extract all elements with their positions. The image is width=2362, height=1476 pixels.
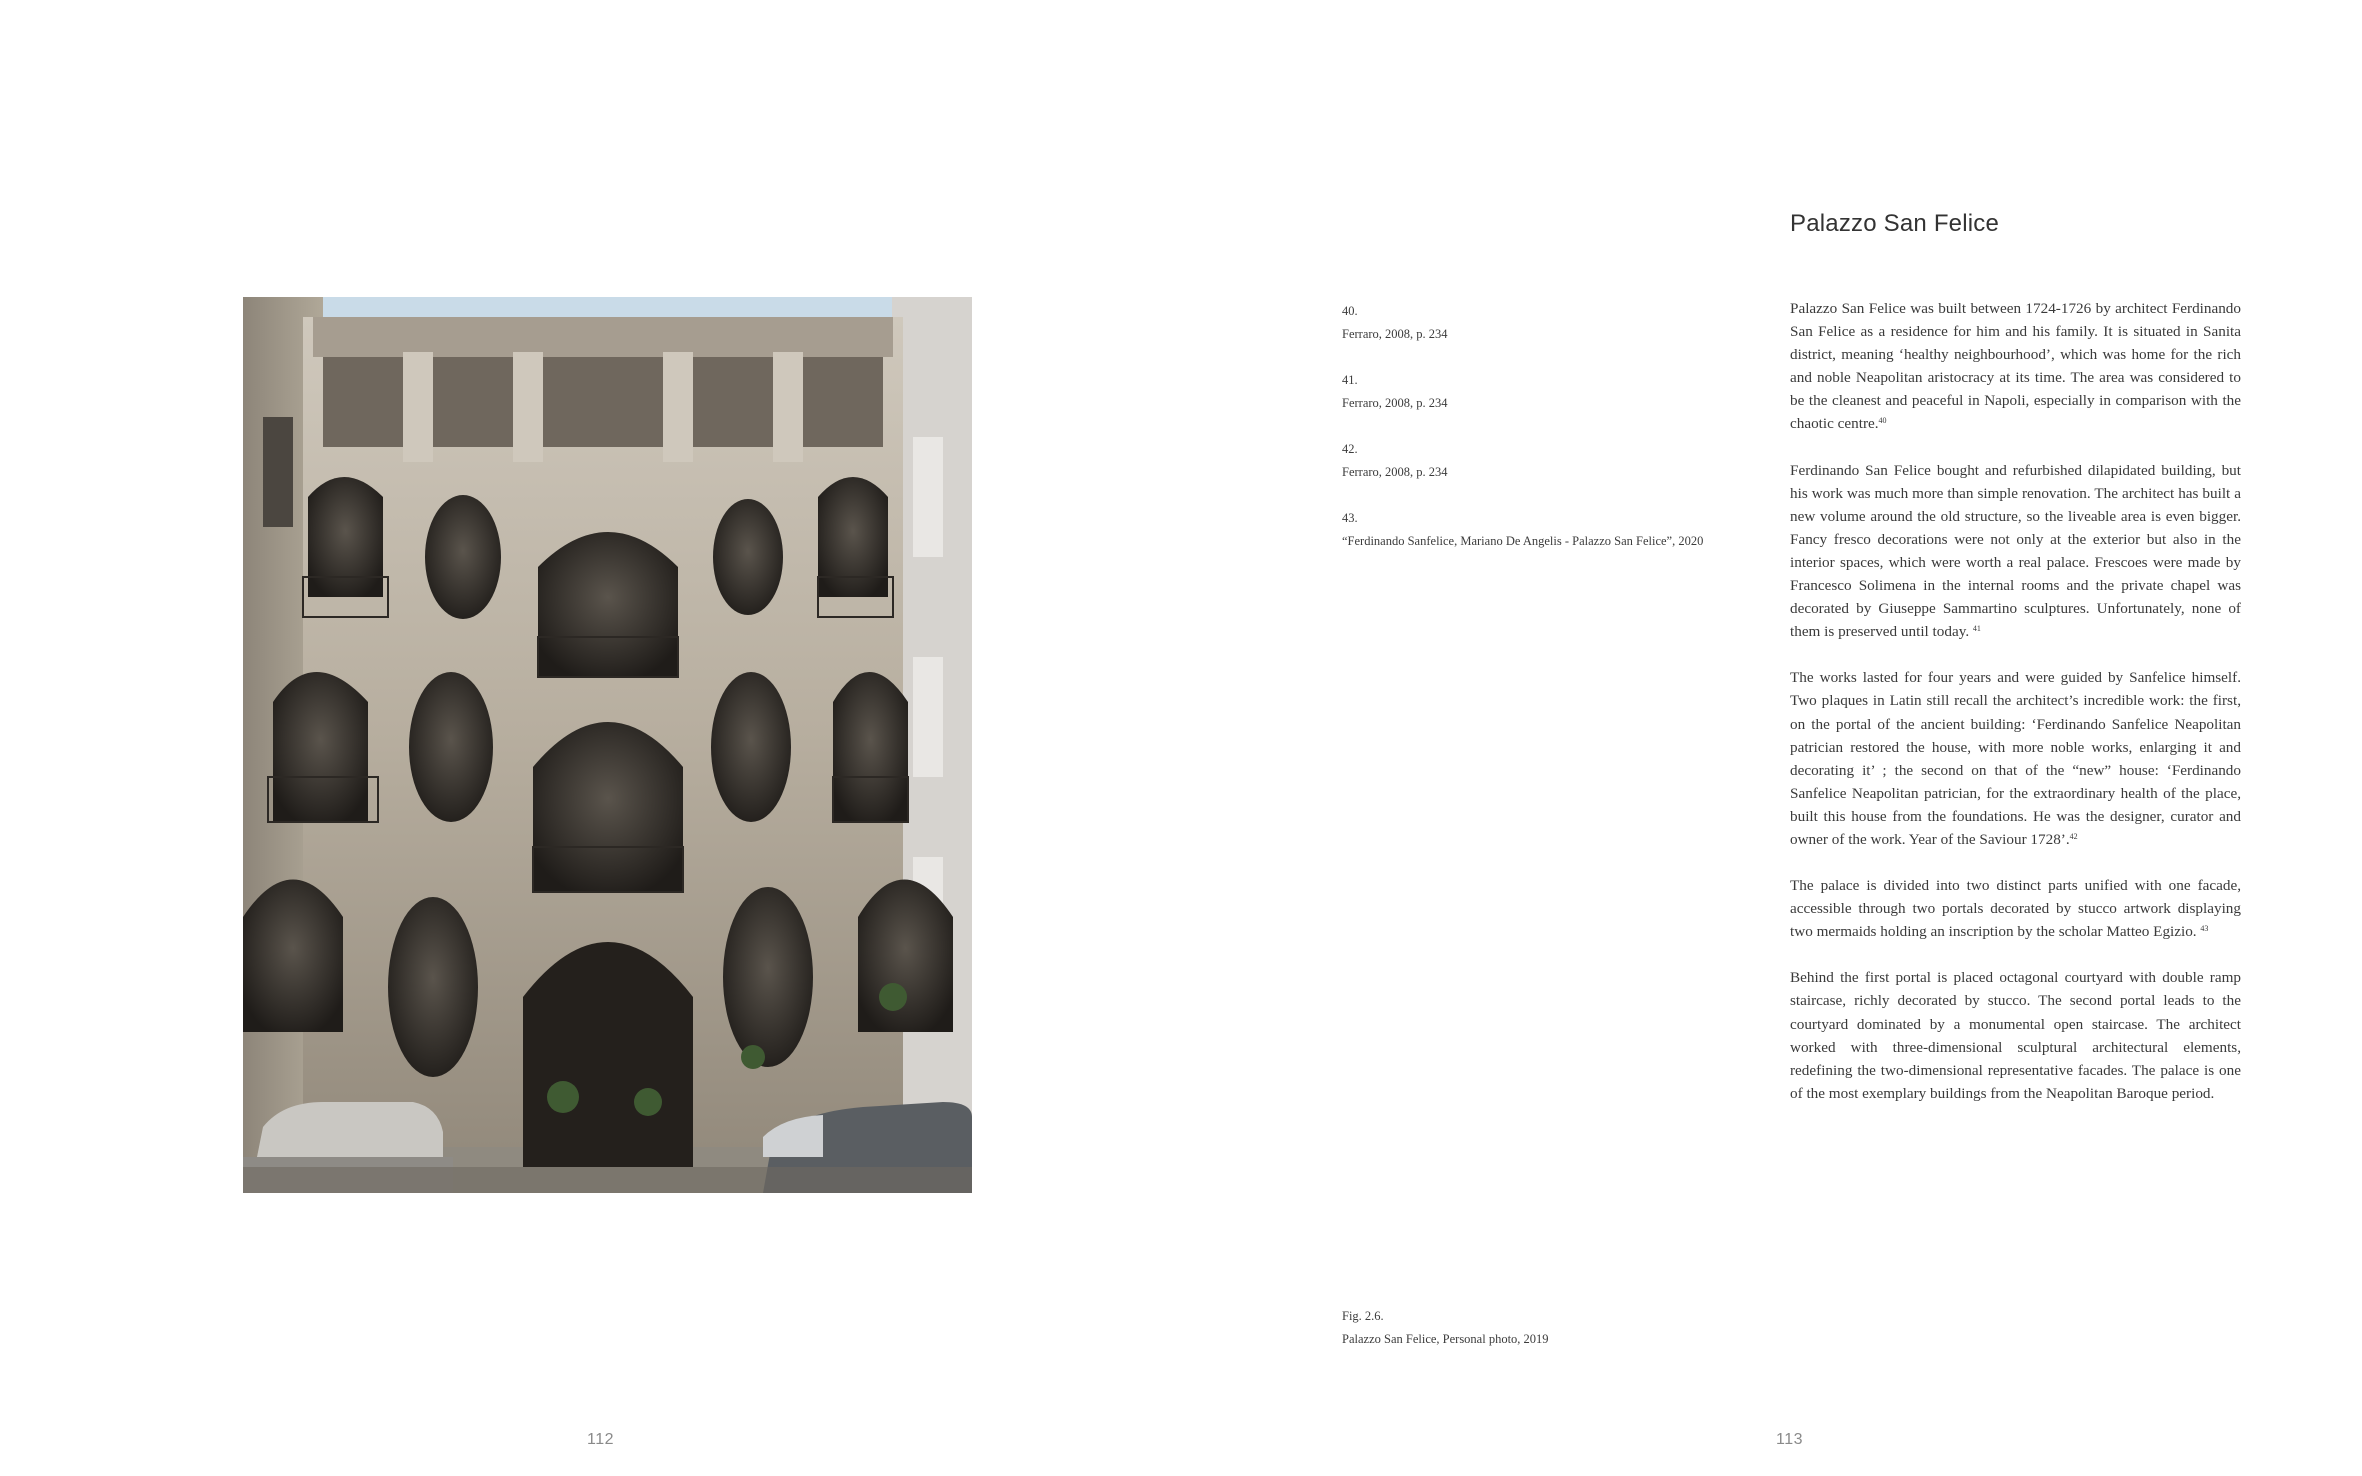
paragraph-text: The works lasted for four years and were guided by Sanfelice himself. Two plaques in Latin still recall the architect’s incredible work: the first, on the portal of the ancient building: ‘Ferdinando Sanfelice Neapolitan patrician restored the house, with more noble works, enlarging it and decorating it’ ; the second on that of the “new” house: ‘Ferdinando Sanfelice Neapolitan patrician, for the extraordinary health of the place, built this house from the foundations. He was the designer, curator and owner of the work. Year of the Saviour 1728’. xyxy=(1790,669,2241,848)
footnote-43 xyxy=(1342,507,1832,553)
footnote-number: 42. xyxy=(1342,442,1358,456)
paragraph xyxy=(1790,459,2241,644)
footnotes xyxy=(1342,300,1832,576)
right-page xyxy=(1181,0,2362,1476)
footnote-41 xyxy=(1342,369,1832,415)
footnote-ref: 43 xyxy=(2200,924,2209,934)
footnote-number: 41. xyxy=(1342,373,1358,387)
paragraph xyxy=(1790,874,2241,943)
figure-caption-text: Palazzo San Felice, Personal photo, 2019 xyxy=(1342,1332,1549,1346)
footnote-ref: 41 xyxy=(1972,624,1981,634)
paragraph-text: Behind the first portal is placed octagonal courtyard with double ramp staircase, richly decorated by stucco. The second portal leads to the courtyard dominated by a monumental open staircase. The architect worked with three-dimensional sculptural architectural elements, redefining the two-dimensional representative facades. The palace is one of the most exemplary buildings from the Neapolitan Baroque period. xyxy=(1790,969,2241,1102)
footnote-number: 40. xyxy=(1342,304,1358,318)
paragraph-text: Palazzo San Felice was built between 1724-1726 by architect Ferdinando San Felice as a residence for him and his family. It is situated in Sanita district, meaning ‘healthy neighbourhood’, which was home for the rich and noble Neapolitan aristocracy at its time. The area was considered to be the cleanest and peaceful in Napoli, especially in comparison with the chaotic centre. xyxy=(1790,300,2241,433)
paragraph xyxy=(1790,297,2241,436)
paragraph xyxy=(1790,666,2241,851)
figure-caption xyxy=(1342,1305,1549,1351)
paragraph-text: Ferdinando San Felice bought and refurbished dilapidated building, but his work was much more than simple renovation. The architect has built a new volume around the old structure, so the liveable area is even bigger. Fancy fresco decorations were not only at the exterior but also in the interior spaces, which were worth a real palace. Frescoes were made by Francesco Solimena in the internal rooms and the private chapel was decorated by Giuseppe Sammartino sculptures. Unfortunately, none of them is preserved until today. xyxy=(1790,461,2241,641)
footnote-text: Ferraro, 2008, p. 234 xyxy=(1342,465,1448,479)
footnote-42 xyxy=(1342,438,1832,484)
page-number-right: 113 xyxy=(1776,1431,1804,1448)
footnote-ref: 40 xyxy=(1878,416,1887,426)
figure-label: Fig. 2.6. xyxy=(1342,1309,1384,1323)
footnote-ref: 42 xyxy=(2069,831,2078,841)
footnote-text: Ferraro, 2008, p. 234 xyxy=(1342,327,1448,341)
footnote-text: “Ferdinando Sanfelice, Mariano De Angelis - Palazzo San Felice”, 2020 xyxy=(1342,534,1704,548)
body-text xyxy=(1790,297,2241,1128)
footnote-number: 43. xyxy=(1342,511,1358,525)
photo-illustration xyxy=(243,297,972,1193)
section-heading: Palazzo San Felice xyxy=(1790,210,2000,237)
courtyard-facade-photo xyxy=(243,297,972,1193)
paragraph-text: The palace is divided into two distinct parts unified with one facade, accessible through two portals decorated by stucco artwork displaying two mermaids holding an inscription by the scholar Matteo Egizio. xyxy=(1790,877,2241,941)
paragraph xyxy=(1790,966,2241,1105)
footnote-40 xyxy=(1342,300,1832,346)
footnote-text: Ferraro, 2008, p. 234 xyxy=(1342,396,1448,410)
page-number-left: 112 xyxy=(587,1431,615,1448)
